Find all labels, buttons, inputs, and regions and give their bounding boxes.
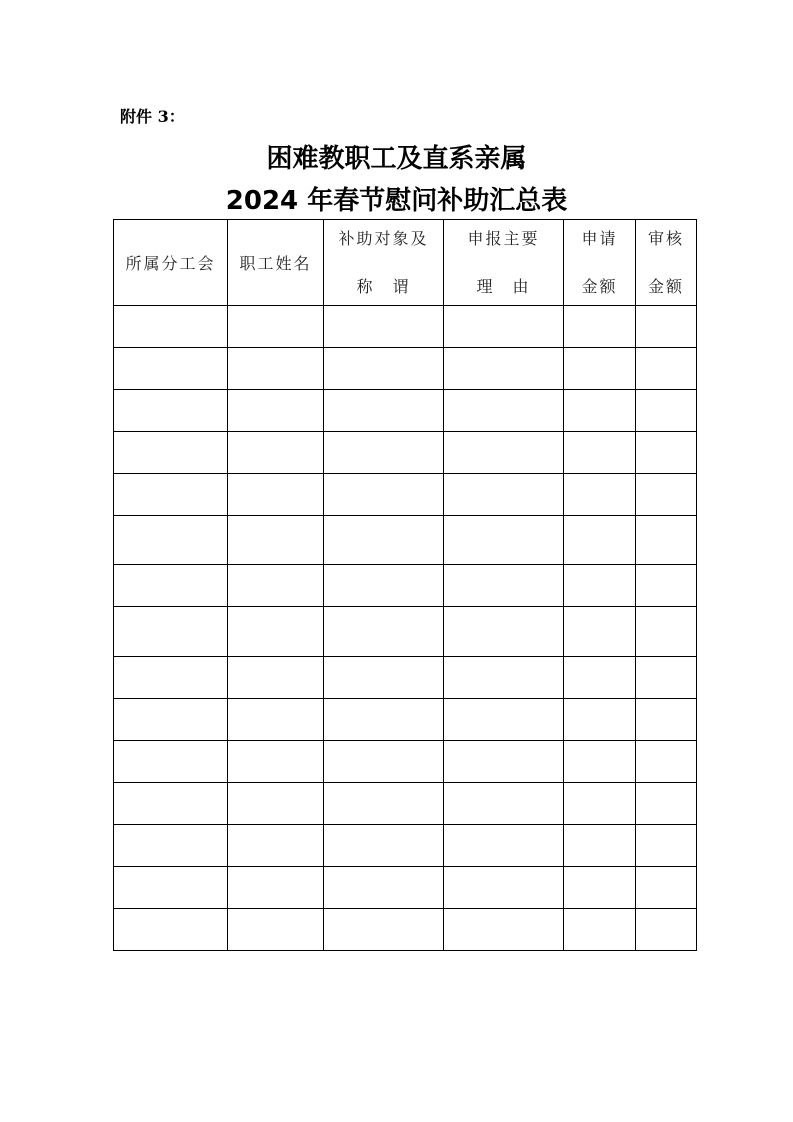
table-header-row [114, 220, 697, 306]
header-branch-union-label: 所属分工会 [125, 254, 216, 273]
table-cell[interactable] [564, 909, 636, 951]
table-cell[interactable] [564, 565, 636, 607]
header-subsidy-recipient [324, 220, 444, 306]
table-cell[interactable] [324, 390, 444, 432]
table-cell[interactable] [324, 432, 444, 474]
header-staff-name [228, 220, 324, 306]
table-cell[interactable] [228, 348, 324, 390]
header-requested-amount [564, 220, 636, 306]
table-cell[interactable] [324, 306, 444, 348]
table-cell[interactable] [564, 699, 636, 741]
table-cell[interactable] [228, 516, 324, 565]
attachment-label: 附件 3： [120, 107, 185, 126]
table-cell[interactable] [564, 474, 636, 516]
table-row [114, 867, 697, 909]
table-cell[interactable] [444, 565, 564, 607]
table-cell[interactable] [636, 348, 697, 390]
table-cell[interactable] [228, 390, 324, 432]
table-cell[interactable] [636, 741, 697, 783]
table-cell[interactable] [324, 348, 444, 390]
table-cell[interactable] [114, 909, 228, 951]
table-cell[interactable] [636, 909, 697, 951]
table-cell[interactable] [324, 741, 444, 783]
table-cell[interactable] [228, 565, 324, 607]
header-staff-name-label: 职工姓名 [239, 254, 312, 273]
table-cell[interactable] [114, 825, 228, 867]
table-row [114, 909, 697, 951]
table-cell[interactable] [444, 867, 564, 909]
table-row [114, 516, 697, 565]
subsidy-summary-table [113, 219, 697, 951]
table-cell[interactable] [564, 306, 636, 348]
header-requested-amount-line1: 申请 [581, 228, 618, 248]
table-row [114, 741, 697, 783]
table-cell[interactable] [324, 474, 444, 516]
table-row [114, 432, 697, 474]
table-cell[interactable] [114, 348, 228, 390]
table-cell[interactable] [636, 607, 697, 657]
table-cell[interactable] [114, 565, 228, 607]
table-cell[interactable] [636, 516, 697, 565]
table-cell[interactable] [564, 390, 636, 432]
document-title-line2: 2024 年春节慰问补助汇总表 [225, 186, 568, 216]
table-row [114, 348, 697, 390]
table-cell[interactable] [564, 432, 636, 474]
table-cell[interactable] [444, 516, 564, 565]
table-cell[interactable] [114, 657, 228, 699]
table-cell[interactable] [114, 306, 228, 348]
table-cell[interactable] [564, 348, 636, 390]
table-cell[interactable] [636, 390, 697, 432]
table-cell[interactable] [228, 741, 324, 783]
table-cell[interactable] [324, 783, 444, 825]
table-cell[interactable] [444, 825, 564, 867]
table-cell[interactable] [444, 699, 564, 741]
table-cell[interactable] [228, 699, 324, 741]
table-cell[interactable] [564, 867, 636, 909]
header-main-reason-line1: 申报主要 [467, 228, 540, 248]
table-cell[interactable] [564, 516, 636, 565]
header-main-reason [444, 220, 564, 306]
table-cell[interactable] [444, 657, 564, 699]
table-cell[interactable] [636, 306, 697, 348]
table-cell[interactable] [228, 432, 324, 474]
table-cell[interactable] [636, 783, 697, 825]
table-cell[interactable] [114, 699, 228, 741]
table-row [114, 607, 697, 657]
table-cell[interactable] [444, 306, 564, 348]
header-subsidy-recipient-line2: 称 谓 [356, 276, 411, 296]
table-cell[interactable] [636, 825, 697, 867]
table-cell[interactable] [228, 657, 324, 699]
table-cell[interactable] [228, 783, 324, 825]
table-body [114, 306, 697, 951]
table-row [114, 565, 697, 607]
table-cell[interactable] [564, 783, 636, 825]
table-cell[interactable] [114, 607, 228, 657]
table-cell[interactable] [444, 432, 564, 474]
table-cell[interactable] [228, 867, 324, 909]
table-cell[interactable] [114, 432, 228, 474]
header-approved-amount-line1: 审核 [647, 228, 684, 248]
table-row [114, 657, 697, 699]
table-cell[interactable] [444, 783, 564, 825]
table-cell[interactable] [324, 565, 444, 607]
table-cell[interactable] [636, 657, 697, 699]
table-cell[interactable] [444, 607, 564, 657]
table-cell[interactable] [564, 741, 636, 783]
table-row [114, 306, 697, 348]
table-cell[interactable] [228, 607, 324, 657]
table-cell[interactable] [228, 909, 324, 951]
table-cell[interactable] [444, 348, 564, 390]
table-row [114, 474, 697, 516]
header-requested-amount-line2: 金额 [581, 276, 618, 296]
table-row [114, 699, 697, 741]
table-cell[interactable] [636, 867, 697, 909]
table-cell[interactable] [324, 516, 444, 565]
header-subsidy-recipient-line1: 补助对象及 [338, 228, 429, 248]
table-cell[interactable] [114, 474, 228, 516]
table-cell[interactable] [444, 474, 564, 516]
header-main-reason-line2: 理 由 [476, 276, 531, 296]
table-cell[interactable] [324, 657, 444, 699]
table-cell[interactable] [324, 867, 444, 909]
table-cell[interactable] [444, 909, 564, 951]
table-cell[interactable] [564, 825, 636, 867]
table-cell[interactable] [228, 306, 324, 348]
table-cell[interactable] [114, 741, 228, 783]
table-cell[interactable] [114, 867, 228, 909]
table-cell[interactable] [636, 474, 697, 516]
table-row [114, 783, 697, 825]
table-cell[interactable] [324, 825, 444, 867]
table-cell[interactable] [636, 565, 697, 607]
table-cell[interactable] [114, 516, 228, 565]
table-cell[interactable] [444, 390, 564, 432]
table-cell[interactable] [564, 607, 636, 657]
table-cell[interactable] [636, 699, 697, 741]
table-cell[interactable] [114, 783, 228, 825]
document-title-line1: 困难教职工及直系亲属 [266, 144, 527, 174]
table-row [114, 825, 697, 867]
table-cell[interactable] [114, 390, 228, 432]
header-approved-amount-line2: 金额 [647, 276, 684, 296]
table-cell[interactable] [444, 741, 564, 783]
table-cell[interactable] [324, 607, 444, 657]
table-row [114, 390, 697, 432]
table-cell[interactable] [636, 432, 697, 474]
table-cell[interactable] [564, 657, 636, 699]
header-approved-amount [636, 220, 697, 306]
table-cell[interactable] [324, 909, 444, 951]
table-cell[interactable] [324, 699, 444, 741]
header-branch-union [114, 220, 228, 306]
table-cell[interactable] [228, 474, 324, 516]
table-cell[interactable] [228, 825, 324, 867]
